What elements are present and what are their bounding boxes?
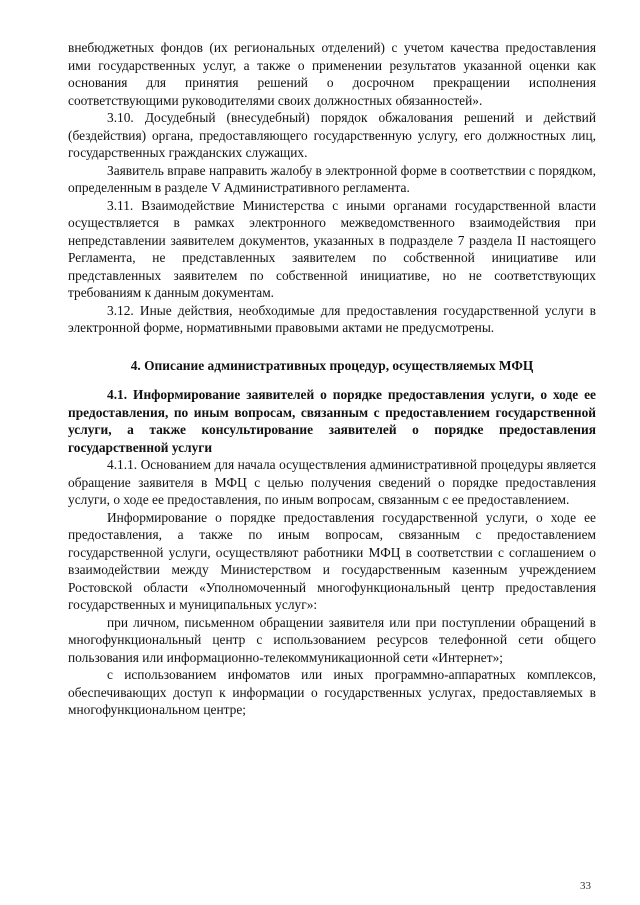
paragraph-personal-request: при личном, письменном обращении заявителя или при поступлении обращений в многофункциональный центр с использованием ресурсов телефонной сети общего пользования или информационно-телекоммуникационной сети «Интернет»;: [68, 614, 596, 665]
document-page: [68, 39, 596, 719]
paragraph-3-12: 3.12. Иные действия, необходимые для предоставления государственной услуги в электронной форме, нормативными правовыми актами не предусмотрены.: [68, 302, 596, 335]
paragraph-complaint: Заявитель вправе направить жалобу в электронной форме в соответствии с порядком, определенным в разделе V Административного регламента.: [68, 162, 596, 195]
subsection-heading: 4.1. Информирование заявителей о порядке предоставления услуги, о ходе ее предоставления, по иным вопросам, связанным с предоставлением государственной услуги, а также консультирование заявителей о порядке предоставления государственной услуги: [68, 387, 596, 455]
paragraph-4-1-1: 4.1.1. Основанием для начала осуществления административной процедуры является обращение заявителя в МФЦ с целью получения сведений о порядке предоставления услуги, о ходе ее предоставления, по иным вопросам, связанным с ее предоставлением.: [68, 457, 596, 507]
paragraph-3-11: 3.11. Взаимодействие Министерства с иными органами государственной власти осуществляется в рамках электронного межведомственного взаимодействия при непредставлении заявителем документов, указанных в подразделе 7 раздела II настоящего Регламента, не представленных заявителем по собственной инициативе или представленных заявителем по собственной инициативе, но не соответствующих требованиям к данным документам.: [68, 197, 596, 300]
paragraph-infomats: с использованием инфоматов или иных программно-аппаратных комплексов, обеспечивающих доступ к информации о государственных услугах, предоставляемых в многофункциональном центре;: [68, 667, 596, 717]
section-heading: 4. Описание административных процедур, осуществляемых МФЦ: [130, 357, 534, 373]
paragraph-3-10: 3.10. Досудебный (внесудебный) порядок обжалования решений и действий (бездействия) органа, предоставляющего государственную услугу, его должностных лиц, государственных гражданских служащих.: [68, 110, 596, 160]
page-number: 33: [580, 880, 591, 892]
paragraph-continuation: внебюджетных фондов (их региональных отделений) с учетом качества предоставления ими государственных услуг, а также о применении результатов указанной оценки как основания для принятия решений о досрочном прекращении исполнения соответствующими руководителями своих должностных обязанностей».: [68, 40, 596, 108]
paragraph-informing: Информирование о порядке предоставления государственной услуги, о ходе ее предоставления, а также по иным вопросам, связанным с предоставлением государственной услуги, осуществляют работники МФЦ в соответствии с соглашением о взаимодействии между Министерством и государственным казенным учреждением Ростовской области «Уполномоченный многофункциональный центр предоставления государственных и муниципальных услуг»:: [68, 509, 596, 612]
